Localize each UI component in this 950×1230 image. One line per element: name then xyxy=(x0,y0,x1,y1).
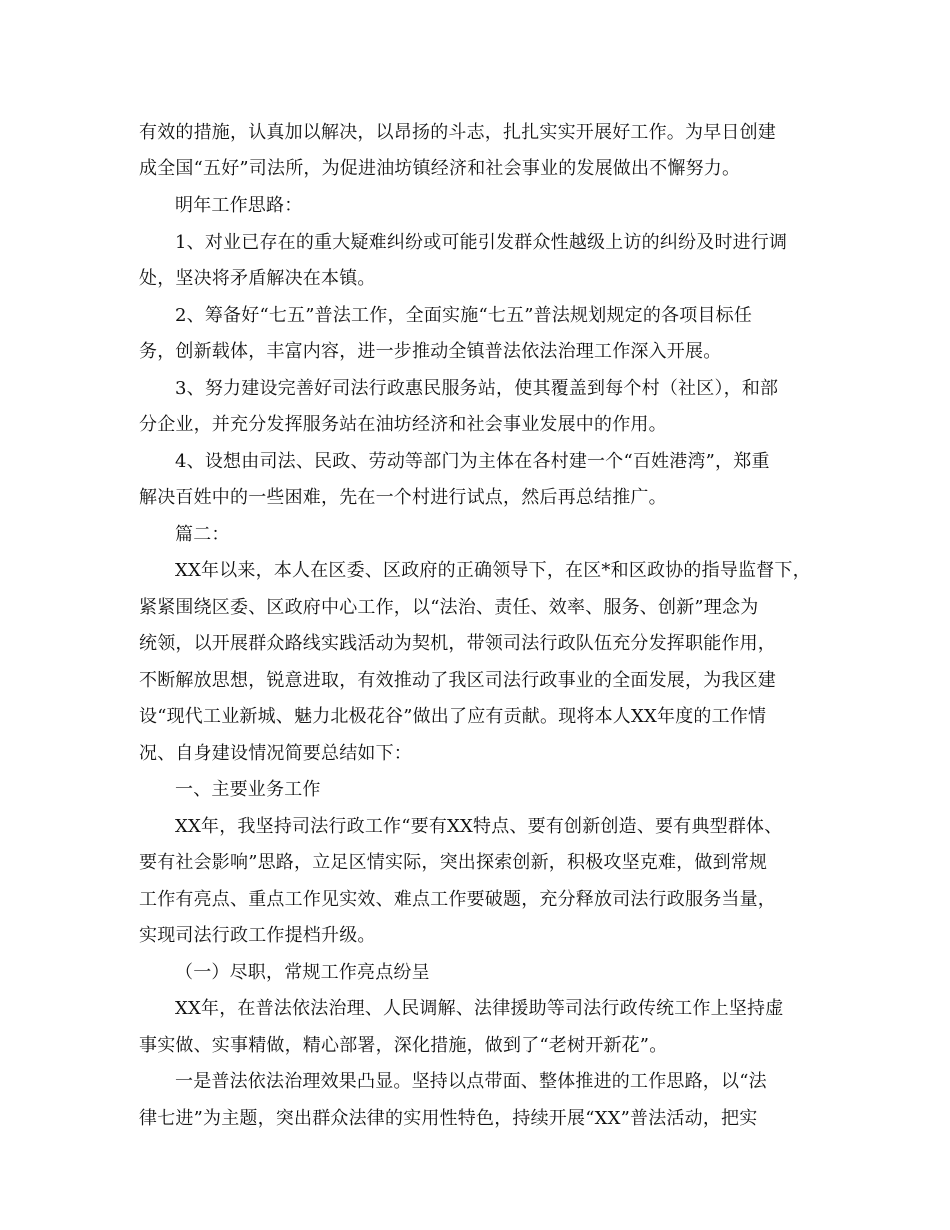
text-line-25: XX年，在普法依法治理、人民调解、法律援助等司法行政传统工作上坚持虚 xyxy=(175,998,784,1019)
text-line-26: 事实做、实事精做，精心部署，深化措施，做到了“老树开新花”。 xyxy=(139,1035,668,1056)
text-line-4: 1、对业已存在的重大疑难纠纷或可能引发群众性越级上访的纠纷及时进行调 xyxy=(175,232,788,253)
text-line-10: 4、设想由司法、民政、劳动等部门为主体在各村建一个“百姓港湾”，郑重 xyxy=(175,451,770,472)
text-line-21: 要有社会影响”思路，立足区情实际，突出探索创新，积极攻坚克难，做到常规 xyxy=(139,852,768,873)
text-line-17: 设“现代工业新城、魅力北极花谷”做出了应有贡献。现将本人XX年度的工作情 xyxy=(139,706,767,727)
text-line-8: 3、努力建设完善好司法行政惠民服务站，使其覆盖到每个村（社区），和部 xyxy=(175,378,779,399)
text-line-5: 处，坚决将矛盾解决在本镇。 xyxy=(139,268,376,289)
text-line-12: 篇二： xyxy=(175,524,230,545)
text-line-1: 有效的措施，认真加以解决，以昂扬的斗志，扎扎实实开展好工作。为早日创建 xyxy=(139,122,776,143)
text-line-27: 一是普法依法治理效果凸显。坚持以点带面、整体推进的工作思路，以“法 xyxy=(175,1071,767,1092)
text-line-2: 成全国“五好”司法所，为促进油坊镇经济和社会事业的发展做出不懈努力。 xyxy=(139,158,741,179)
text-line-3: 明年工作思路： xyxy=(175,195,303,216)
text-line-18: 况、自身建设情况简要总结如下： xyxy=(139,743,412,764)
text-line-20: XX年，我坚持司法行政工作“要有XX特点、要有创新创造、要有典型群体、 xyxy=(175,816,783,837)
text-line-16: 不断解放思想，锐意进取，有效推动了我区司法行政事业的全面发展，为我区建 xyxy=(139,670,776,691)
text-line-28: 律七进”为主题，突出群众法律的实用性特色，持续开展“XX”普法活动，把实 xyxy=(139,1108,758,1129)
text-line-7: 务，创新载体，丰富内容，进一步推动全镇普法依法治理工作深入开展。 xyxy=(139,341,722,362)
text-line-22: 工作有亮点、重点工作见实效、难点工作要破题，充分释放司法行政服务当量， xyxy=(139,889,776,910)
text-line-24: （一）尽职，常规工作亮点纷呈 xyxy=(175,962,430,983)
text-line-19: 一、主要业务工作 xyxy=(175,779,321,800)
text-line-23: 实现司法行政工作提档升级。 xyxy=(139,925,376,946)
text-line-9: 分企业，并充分发挥服务站在油坊经济和社会事业发展中的作用。 xyxy=(139,414,667,435)
text-line-15: 统领，以开展群众路线实践活动为契机，带领司法行政队伍充分发挥职能作用， xyxy=(139,633,776,654)
text-line-14: 紧紧围绕区委、区政府中心工作，以“法治、责任、效率、服务、创新”理念为 xyxy=(139,597,759,618)
text-line-6: 2、筹备好“七五”普法工作，全面实施“七五”普法规划规定的各项目标任 xyxy=(175,305,753,326)
text-line-11: 解决百姓中的一些困难，先在一个村进行试点，然后再总结推广。 xyxy=(139,487,667,508)
text-line-13: XX年以来，本人在区委、区政府的正确领导下，在区*和区政协的指导监督下， xyxy=(175,560,811,581)
